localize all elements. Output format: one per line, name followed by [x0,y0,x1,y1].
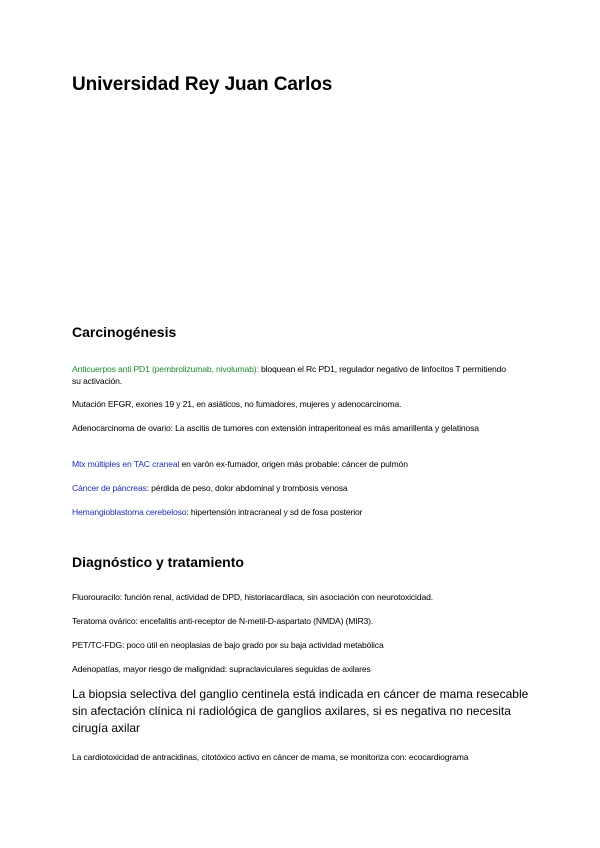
body-text: : pérdida de peso, dolor abdominal y trombosis venosa [146,483,348,493]
highlight-text: Anticuerpos anti PD1 (pembrolizumab, nivolumab): [72,364,259,374]
paragraph [72,422,512,434]
paragraph-large [72,686,532,737]
paragraph [72,639,512,651]
body-text: PET/TC-FDG: poco útil en neoplasias de bajo grado por su baja actividad metabólica [72,640,384,650]
body-text: Fluorouracilo: función renal, actividad de DPD, historiacardíaca, sin asociación con neurotoxicidad. [72,592,433,602]
paragraph [72,751,532,763]
paragraph [72,591,512,603]
body-text: La biopsia selectiva del ganglio centinela está indicada en cáncer de mama resecable sin afectación clínica ni radiológica de ganglios axilares, si es negativa no necesita cirugía axilar [72,687,529,735]
paragraph [72,615,512,627]
body-text: Adenocarcinoma de ovario: La ascitis de tumores con extensión intraperitoneal es más amarillenta y gelatinosa [72,423,479,433]
body-text: La cardiotoxicidad de antracidinas, citotóxico activo en cáncer de mama, se monitoriza con: ecocardiograma [72,752,469,762]
paragraph [72,363,512,387]
highlight-text: Mtx múltiples en TAC craneal [72,459,180,469]
paragraph [72,663,512,675]
body-text: : hipertensión intracraneal y sd de fosa posterior [186,507,363,517]
document-title: Universidad Rey Juan Carlos [72,74,333,95]
paragraph [72,398,512,410]
body-text: bloquean el Rc PD1, regulador negativo de linfocitos T permitiendo su activación. [72,364,506,386]
paragraph [72,458,512,470]
body-text: en varón ex-fumador, origen más probable: cáncer de pulmón [179,459,408,469]
body-text: Teratoma ovárico: encefalitis anti-receptor de N-metil-D-aspartato (NMDA) (MIR3). [72,616,374,626]
section-heading-diagnostico: Diagnóstico y tratamiento [72,554,244,570]
body-text: Adenopatías, mayor riesgo de malignidad: supraclaviculares seguidas de axilares [72,664,371,674]
paragraph [72,506,512,518]
paragraph [72,482,512,494]
highlight-text: Cáncer de páncreas [72,483,147,493]
section-heading-carcinogenesis: Carcinogénesis [72,324,177,340]
highlight-text: Hemangioblastoma cerebeloso [72,507,187,517]
body-text: Mutación EFGR, exones 19 y 21, en asiáticos, no fumadores, mujeres y adenocarcinoma. [72,399,402,409]
